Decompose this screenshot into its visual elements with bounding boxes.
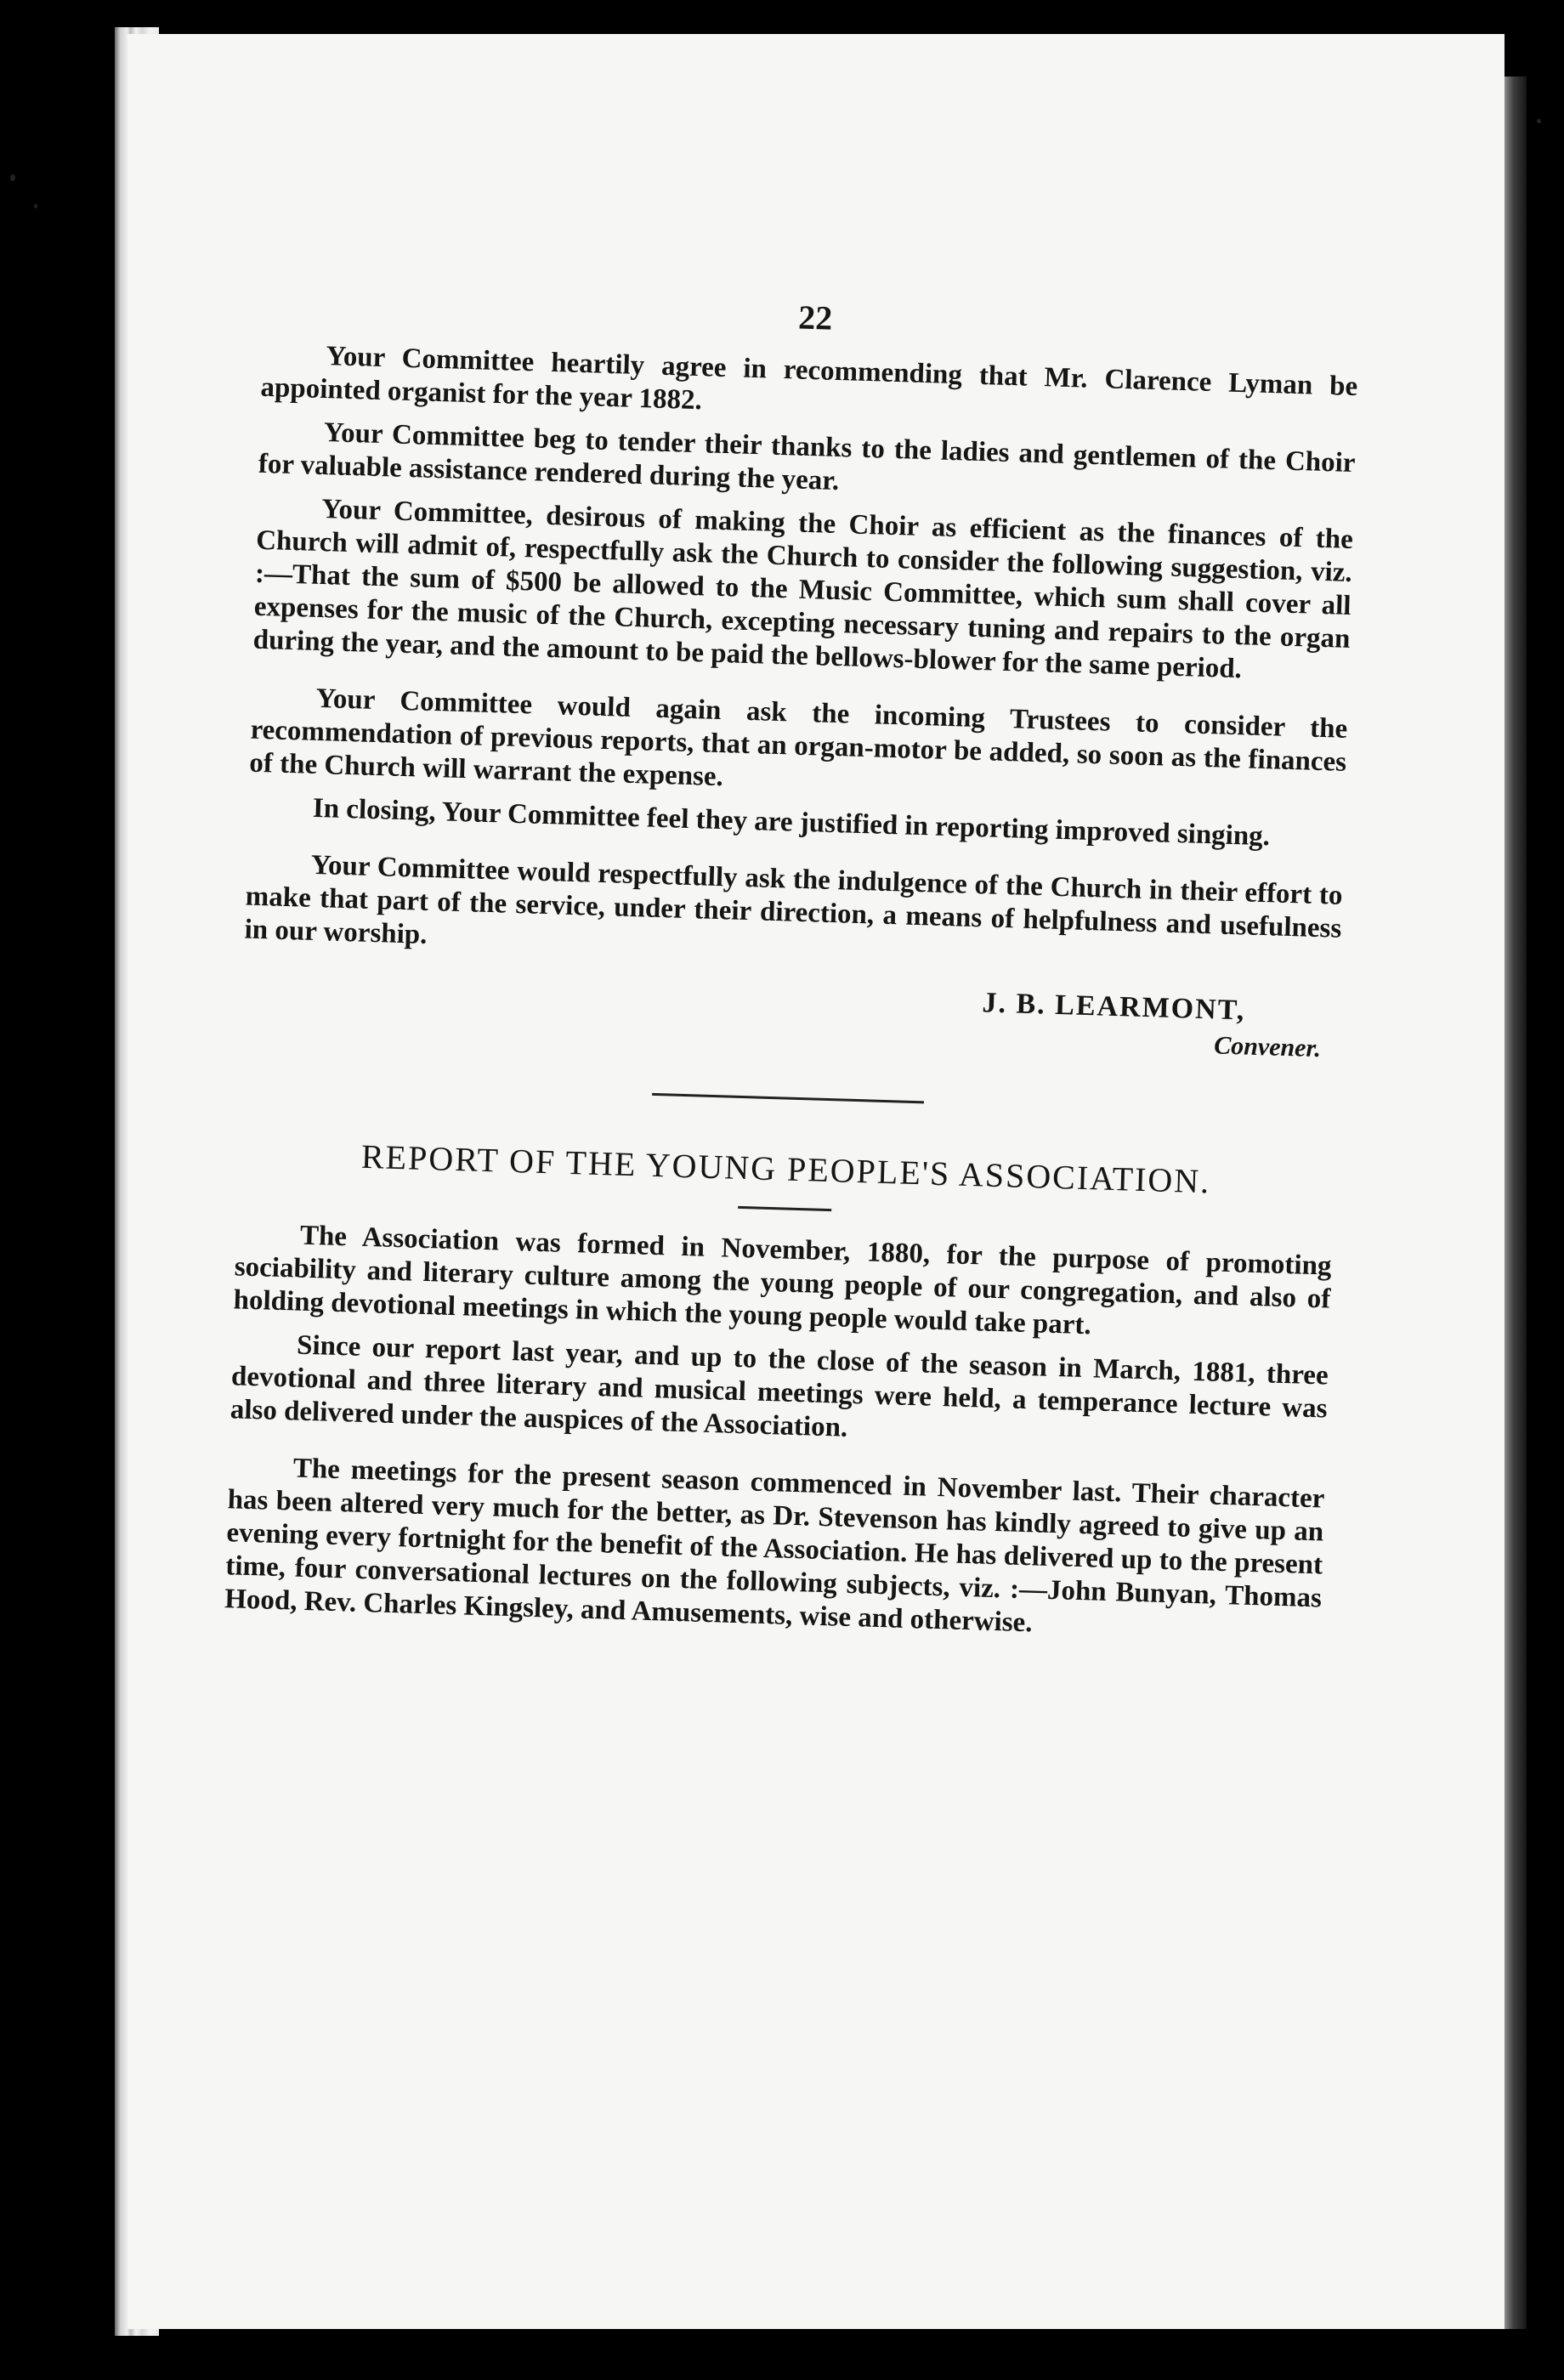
signature-name: J. B. LEARMONT, — [982, 987, 1246, 1027]
scan-speck — [1537, 119, 1541, 123]
report-paragraph: Since our report last year, and up to the close of the season in March, 1881, three devotional and three literary and musical meetings were held, a temperance lecture was also delivered under the auspices of the Association. — [230, 1329, 1329, 1443]
adjacent-page-edge — [1504, 76, 1527, 2329]
report-paragraph: The meetings for the present season commenced in November last. Their character has been altered very much for the better, as Dr. Stevenson has kindly agreed to give up an evening every fortnight for the benefit of the Association. He has delivered up to the present time, four conversational lectures on the following subjects, viz. :—John Bunyan, Thomas Hood, Rev. Charles Kingsley, and Amusements, wise and otherwise. — [224, 1453, 1325, 1639]
scan-speck — [34, 204, 37, 208]
scan-speck — [10, 174, 15, 181]
report-paragraph: The Association was formed in November, 1880, for the purpose of promoting sociability and literary culture among the young people of our congregation, and also of holding devotional meetings in which the young people would take part. — [233, 1220, 1332, 1341]
report-paragraph: Your Committee, desirous of making the Choir as efficient as the finances of the Church will admit of, respectfully ask the Church to consider the following suggestion, viz. :—That the sum of $500 be allowed to the Music Committee, which sum shall cover all expenses for the music of the Church, excepting necessary tuning and repairs to the organ during the year, and the amount to be paid the bellows-blower for the same period. — [252, 494, 1354, 685]
report-paragraph: Your Committee would again ask the incoming Trustees to consider the recommendation of previous reports, that an organ-motor be added, so soon as the finances of the Church will warrant the expense. — [248, 683, 1348, 793]
section-divider — [652, 1093, 924, 1103]
page-content — [224, 281, 1359, 1659]
report-paragraph: Your Committee heartily agree in recommending that Mr. Clarence Lyman be appointed organist for the year 1882. — [260, 341, 1358, 416]
report-paragraph: Your Committee would respectfully ask the indulgence of the Church in their effort to make that part of the service, under their direction, a means of helpfulness and usefulness in our worship. — [244, 849, 1343, 950]
report-paragraph: In closing, Your Committee feel they are justified in reporting improved singing. — [312, 792, 1271, 853]
report-paragraph: Your Committee beg to tender their thanks to the ladies and gentlemen of the Choir for valuable assistance rendered during the year. — [258, 417, 1357, 497]
music-committee-report — [241, 338, 1358, 1064]
section-heading: REPORT OF THE YOUNG PEOPLE'S ASSOCIATION. — [360, 1136, 1211, 1201]
page-number: 22 — [797, 298, 833, 337]
heading-underline — [738, 1206, 831, 1211]
signature-role: Convener. — [1213, 1031, 1322, 1063]
young-peoples-association-report — [224, 1132, 1334, 1648]
